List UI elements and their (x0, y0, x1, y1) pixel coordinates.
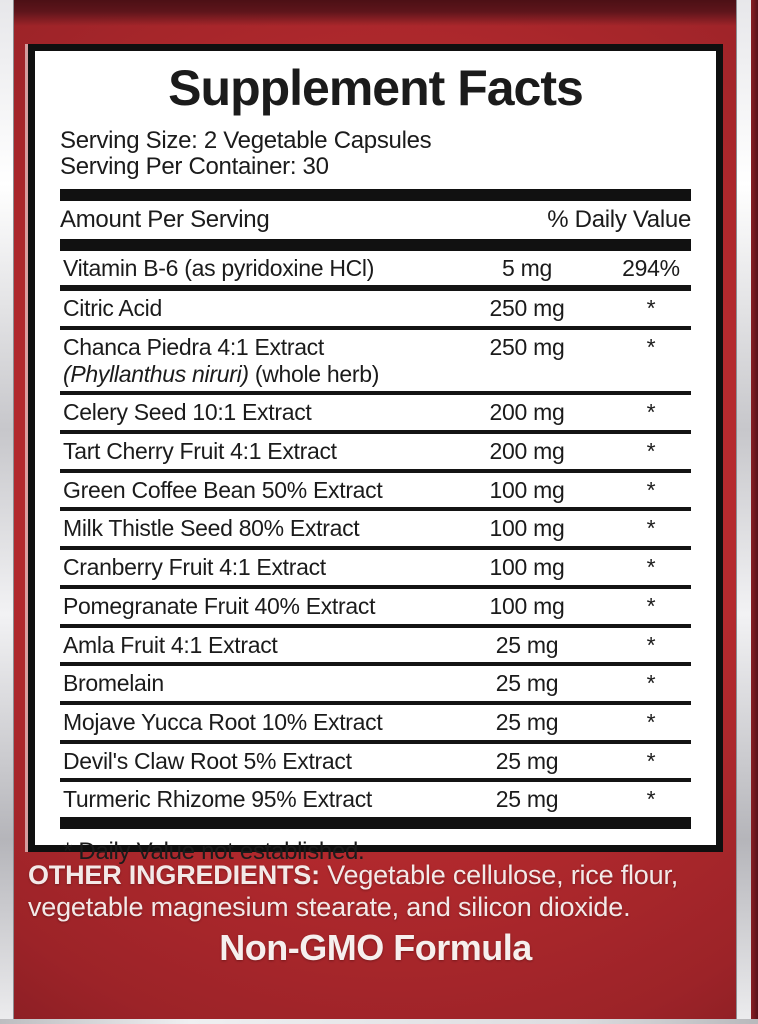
ingredient-amount: 25 mg (495, 786, 559, 813)
ingredient-name: Chanca Piedra 4:1 Extract (Phyllanthus niruri) (whole herb) (63, 334, 443, 387)
left-silver-edge (0, 0, 14, 1024)
top-dark-band (13, 0, 751, 26)
divider-bar-thick (60, 817, 691, 829)
ingredient-daily-value: * (646, 515, 656, 542)
ingredient-amount: 25 mg (495, 631, 559, 658)
ingredient-amount: 250 mg (489, 334, 565, 361)
ingredient-name: Celery Seed 10:1 Extract (63, 399, 312, 426)
ingredient-daily-value: * (646, 334, 656, 361)
ingredient-name: Amla Fruit 4:1 Extract (63, 631, 278, 658)
divider-bar-thick (60, 239, 691, 251)
right-red-edge (751, 0, 758, 1024)
ingredient-amount: 25 mg (495, 708, 559, 735)
ingredient-amount: 200 mg (489, 438, 565, 465)
non-gmo-formula: Non-GMO Formula (219, 927, 532, 968)
table-row (60, 782, 691, 817)
ingredient-daily-value: * (646, 670, 656, 697)
ingredient-daily-value: * (646, 476, 656, 503)
amount-per-serving-label: Amount Per Serving (60, 205, 270, 233)
ingredient-name: Pomegranate Fruit 40% Extract (63, 592, 376, 619)
ingredient-name: Devil's Claw Root 5% Extract (63, 747, 352, 774)
ingredient-name: Mojave Yucca Root 10% Extract (63, 708, 383, 735)
ingredient-amount: 100 mg (489, 476, 565, 503)
ingredient-amount: 25 mg (495, 747, 559, 774)
ingredient-amount: 250 mg (489, 295, 565, 322)
ingredient-daily-value: * (646, 592, 656, 619)
other-ingredients (28, 860, 730, 923)
table-row (60, 330, 691, 395)
panel-title: Supplement Facts (168, 60, 583, 116)
ingredient-amount: 25 mg (495, 670, 559, 697)
ingredient-name: Milk Thistle Seed 80% Extract (63, 515, 360, 542)
supplement-facts-panel (28, 44, 723, 865)
ingredient-name: Cranberry Fruit 4:1 Extract (63, 554, 326, 581)
table-header-row (60, 201, 691, 239)
facts-rows (60, 251, 691, 817)
other-ingredients-label: OTHER INGREDIENTS: (28, 860, 320, 890)
table-row (60, 251, 691, 292)
ingredient-daily-value: * (646, 295, 656, 322)
ingredient-amount: 200 mg (489, 399, 565, 426)
ingredient-name: Bromelain (63, 670, 164, 697)
table-row (60, 589, 691, 628)
servings-per-container: Serving Per Container: 30 (60, 153, 329, 181)
daily-value-footnote: * Daily Value not established. (63, 837, 365, 865)
table-row (60, 473, 691, 512)
ingredient-daily-value: * (646, 631, 656, 658)
ingredient-amount: 100 mg (489, 592, 565, 619)
table-row (60, 744, 691, 783)
table-row (60, 550, 691, 589)
ingredient-amount: 100 mg (489, 515, 565, 542)
ingredient-daily-value: * (646, 438, 656, 465)
table-row (60, 511, 691, 550)
divider-bar-thick (60, 189, 691, 201)
ingredient-amount: 100 mg (489, 554, 565, 581)
table-row (60, 628, 691, 667)
right-silver-edge (736, 0, 752, 1024)
table-row (60, 434, 691, 473)
facts-panel-inner (35, 51, 716, 866)
ingredient-daily-value: * (646, 399, 656, 426)
table-row (60, 705, 691, 744)
ingredient-name: Vitamin B-6 (as pyridoxine HCl) (63, 254, 375, 281)
ingredient-amount: 5 mg (502, 254, 552, 281)
ingredient-daily-value: * (646, 786, 656, 813)
ingredient-daily-value: 294% (622, 254, 680, 281)
ingredient-daily-value: * (646, 708, 656, 735)
ingredient-name: Citric Acid (63, 295, 162, 322)
table-row (60, 291, 691, 330)
ingredient-name: Tart Cherry Fruit 4:1 Extract (63, 438, 337, 465)
ingredient-name: Green Coffee Bean 50% Extract (63, 476, 383, 503)
serving-size: Serving Size: 2 Vegetable Capsules (60, 127, 432, 154)
table-row (60, 666, 691, 705)
ingredient-daily-value: * (646, 554, 656, 581)
other-ingredients-text: Vegetable cellulose, rice flour, vegetable magnesium stearate, and silicon dioxide. (28, 860, 679, 922)
daily-value-label: % Daily Value (547, 205, 691, 233)
ingredient-name: Turmeric Rhizome 95% Extract (63, 786, 372, 813)
ingredient-daily-value: * (646, 747, 656, 774)
table-row (60, 395, 691, 434)
bottom-silver-line (0, 1019, 758, 1024)
ingredient-name-line2: (Phyllanthus niruri) (whole herb) (63, 360, 380, 387)
